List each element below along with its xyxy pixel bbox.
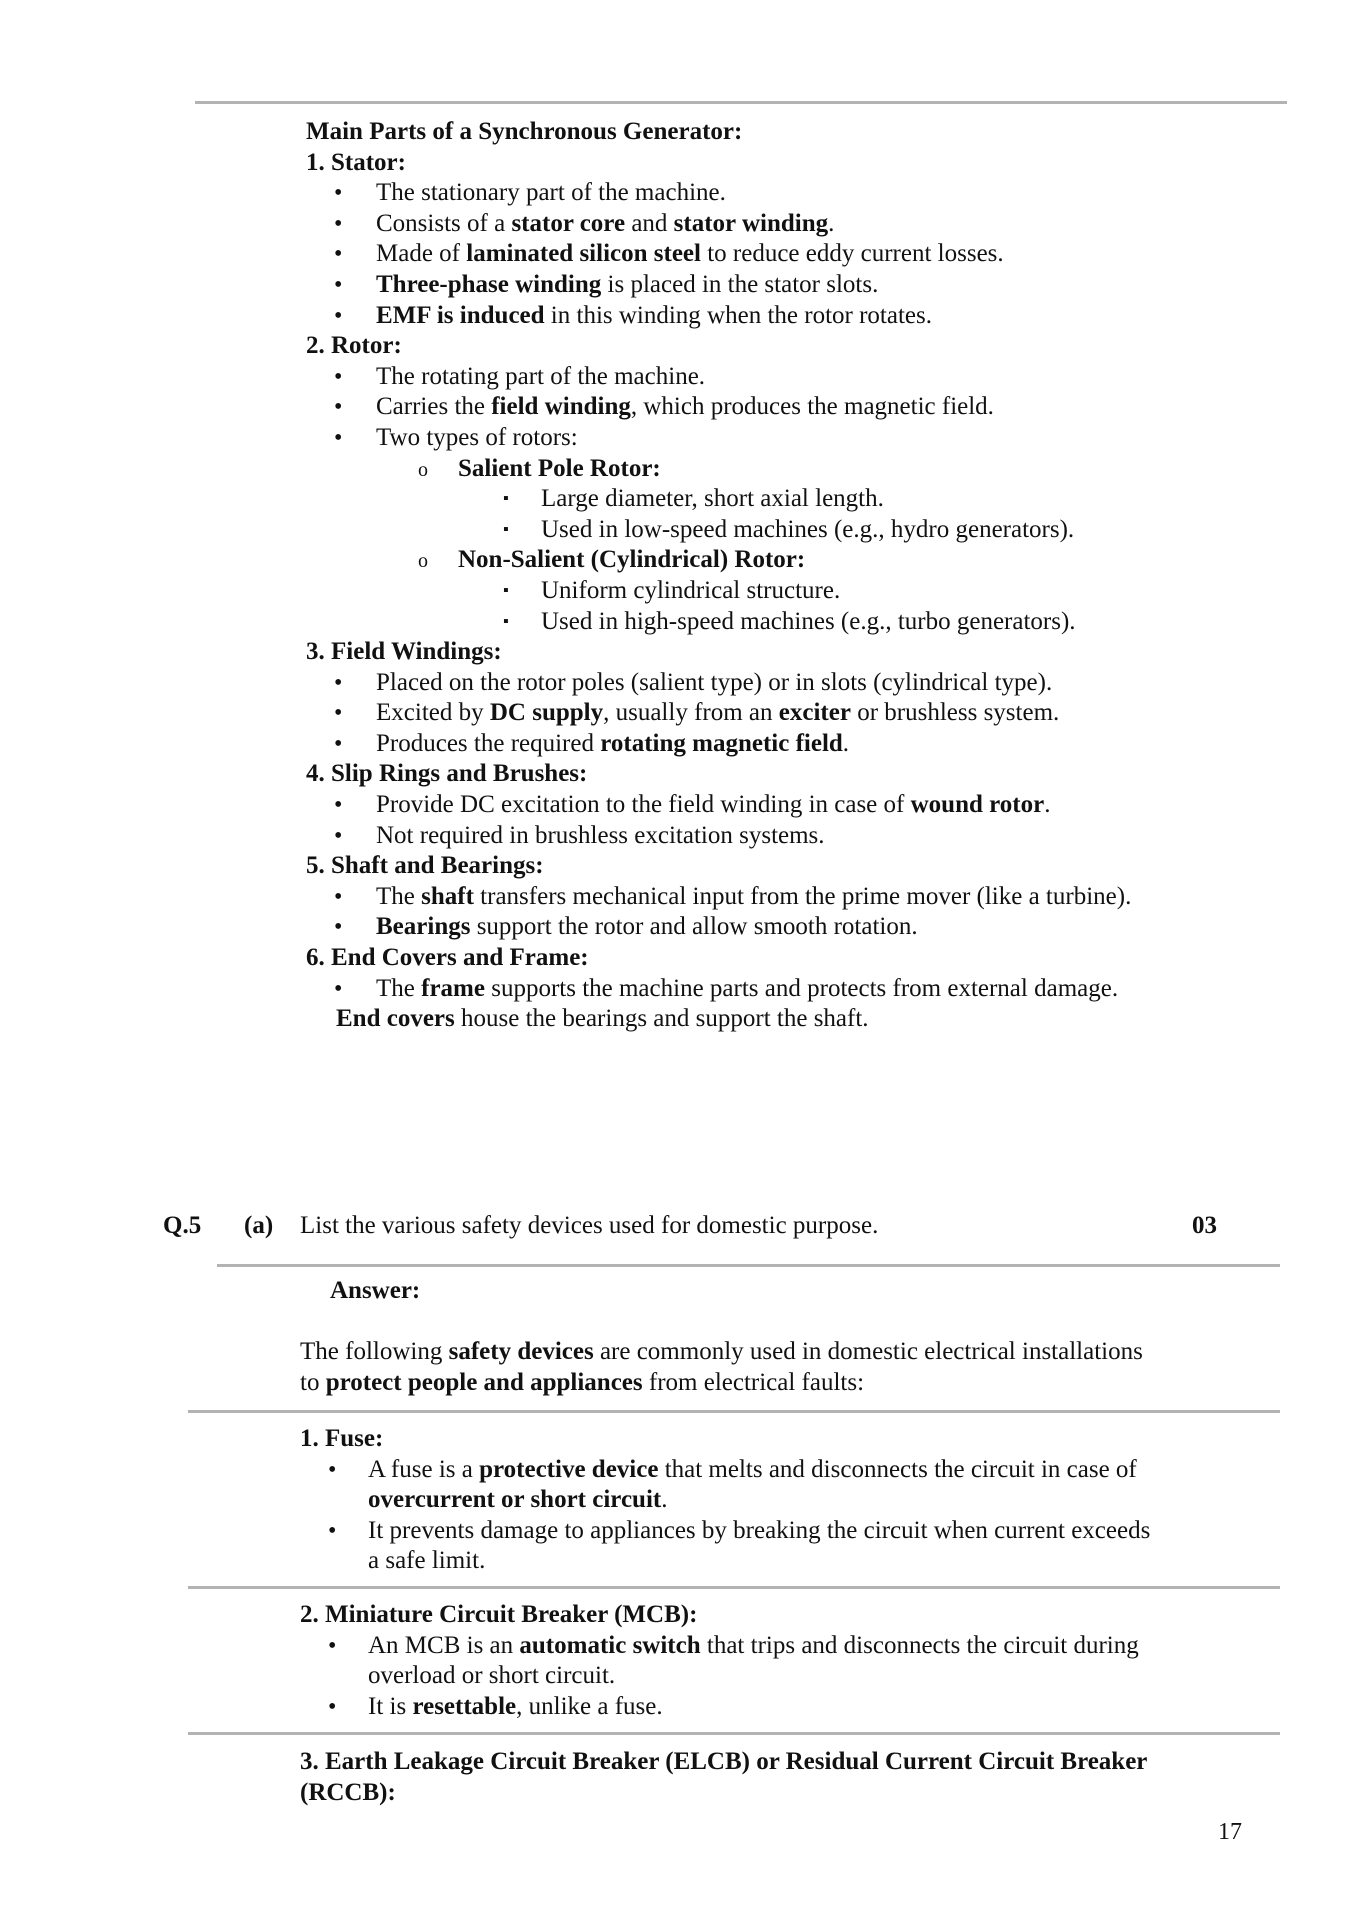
bullet-list: [300, 1455, 1160, 1577]
top-rule: [195, 101, 1287, 104]
list-item: • Provide DC excitation to the field winding in case of wound rotor.: [306, 790, 1186, 821]
list-item: • The frame supports the machine parts and protects from external damage.: [306, 974, 1186, 1005]
mcb-rule: [188, 1732, 1280, 1735]
list-item: • Two types of rotors:: [306, 423, 1186, 454]
bullet-list: [306, 178, 1186, 331]
page-number: 17: [1218, 1819, 1242, 1845]
closing-line: End covers house the bearings and support the shaft.: [336, 1005, 869, 1033]
question-text: List the various safety devices used for domestic purpose.: [300, 1212, 879, 1239]
list-item: • It is resettable, unlike a fuse.: [300, 1692, 1160, 1723]
question-part: (a): [244, 1212, 274, 1239]
list-item: • Carries the field winding, which produces the magnetic field.: [306, 392, 1186, 423]
section-heading: 6. End Covers and Frame:: [306, 944, 589, 972]
device-heading: 1. Fuse:: [300, 1425, 384, 1452]
bullet-list: [306, 668, 1186, 760]
list-item: • Excited by DC supply, usually from an exciter or brushless system.: [306, 698, 1186, 729]
list-item: • A fuse is a protective device that melts and disconnects the circuit in case of overcurrent or short circuit.: [300, 1455, 1160, 1516]
section-heading: 1. Stator:: [306, 148, 406, 176]
section-heading: 5. Shaft and Bearings:: [306, 852, 544, 880]
section-heading: 3. Field Windings:: [306, 638, 502, 666]
device-elcb-rccb: [300, 1747, 1160, 1808]
bullet-list: [300, 1631, 1160, 1723]
list-item: • The stationary part of the machine.: [306, 178, 1186, 209]
answer-label: Answer:: [330, 1277, 421, 1304]
list-item: • Placed on the rotor poles (salient type) or in slots (cylindrical type).: [306, 668, 1186, 699]
list-item: • Produces the required rotating magnetic field.: [306, 729, 1186, 760]
list-item: • It prevents damage to appliances by breaking the circuit when current exceeds a safe limit.: [300, 1516, 1160, 1577]
list-item: ▪ Used in low-speed machines (e.g., hydro generators).: [306, 515, 1186, 546]
device-fuse: [300, 1424, 1160, 1577]
bullet-list: [306, 974, 1186, 1005]
list-item: o Non-Salient (Cylindrical) Rotor:: [306, 545, 1186, 576]
device-heading: 2. Miniature Circuit Breaker (MCB):: [300, 1601, 698, 1628]
bullet-list: [306, 882, 1186, 943]
question-marks: 03: [1192, 1212, 1217, 1239]
list-item: ▪ Uniform cylindrical structure.: [306, 576, 1186, 607]
section-heading: 2. Rotor:: [306, 332, 402, 360]
section-title: Main Parts of a Synchronous Generator:: [306, 118, 743, 145]
list-item: • The rotating part of the machine.: [306, 362, 1186, 393]
bullet-list: [306, 790, 1186, 851]
list-item: • An MCB is an automatic switch that trips and disconnects the circuit during overload or short circuit.: [300, 1631, 1160, 1692]
list-item: • Not required in brushless excitation systems.: [306, 821, 1186, 852]
list-item: o Salient Pole Rotor:: [306, 454, 1186, 485]
device-mcb: [300, 1600, 1160, 1722]
question-rule: [217, 1264, 1280, 1267]
list-item: • Consists of a stator core and stator winding.: [306, 209, 1186, 240]
answer-intro: [300, 1337, 1160, 1398]
part-one-content: [306, 117, 1186, 1035]
list-item: ▪ Large diameter, short axial length.: [306, 484, 1186, 515]
list-item: • Bearings support the rotor and allow smooth rotation.: [306, 912, 1186, 943]
list-item: • The shaft transfers mechanical input from the prime mover (like a turbine).: [306, 882, 1186, 913]
question-number: Q.5: [163, 1212, 202, 1239]
bullet-list: [306, 362, 1186, 637]
list-item: ▪ Used in high-speed machines (e.g., turbo generators).: [306, 607, 1186, 638]
list-item: • Three-phase winding is placed in the stator slots.: [306, 270, 1186, 301]
list-item: • Made of laminated silicon steel to reduce eddy current losses.: [306, 239, 1186, 270]
section-heading: 4. Slip Rings and Brushes:: [306, 760, 588, 788]
fuse-rule: [188, 1586, 1280, 1589]
device-heading: 3. Earth Leakage Circuit Breaker (ELCB) or Residual Current Circuit Breaker (RCCB):: [300, 1748, 1147, 1806]
list-item: • EMF is induced in this winding when the rotor rotates.: [306, 301, 1186, 332]
intro-rule: [188, 1410, 1280, 1413]
intro-paragraph: The following safety devices are commonly used in domestic electrical installations to protect people and appliances from electrical faults:: [300, 1338, 1143, 1396]
